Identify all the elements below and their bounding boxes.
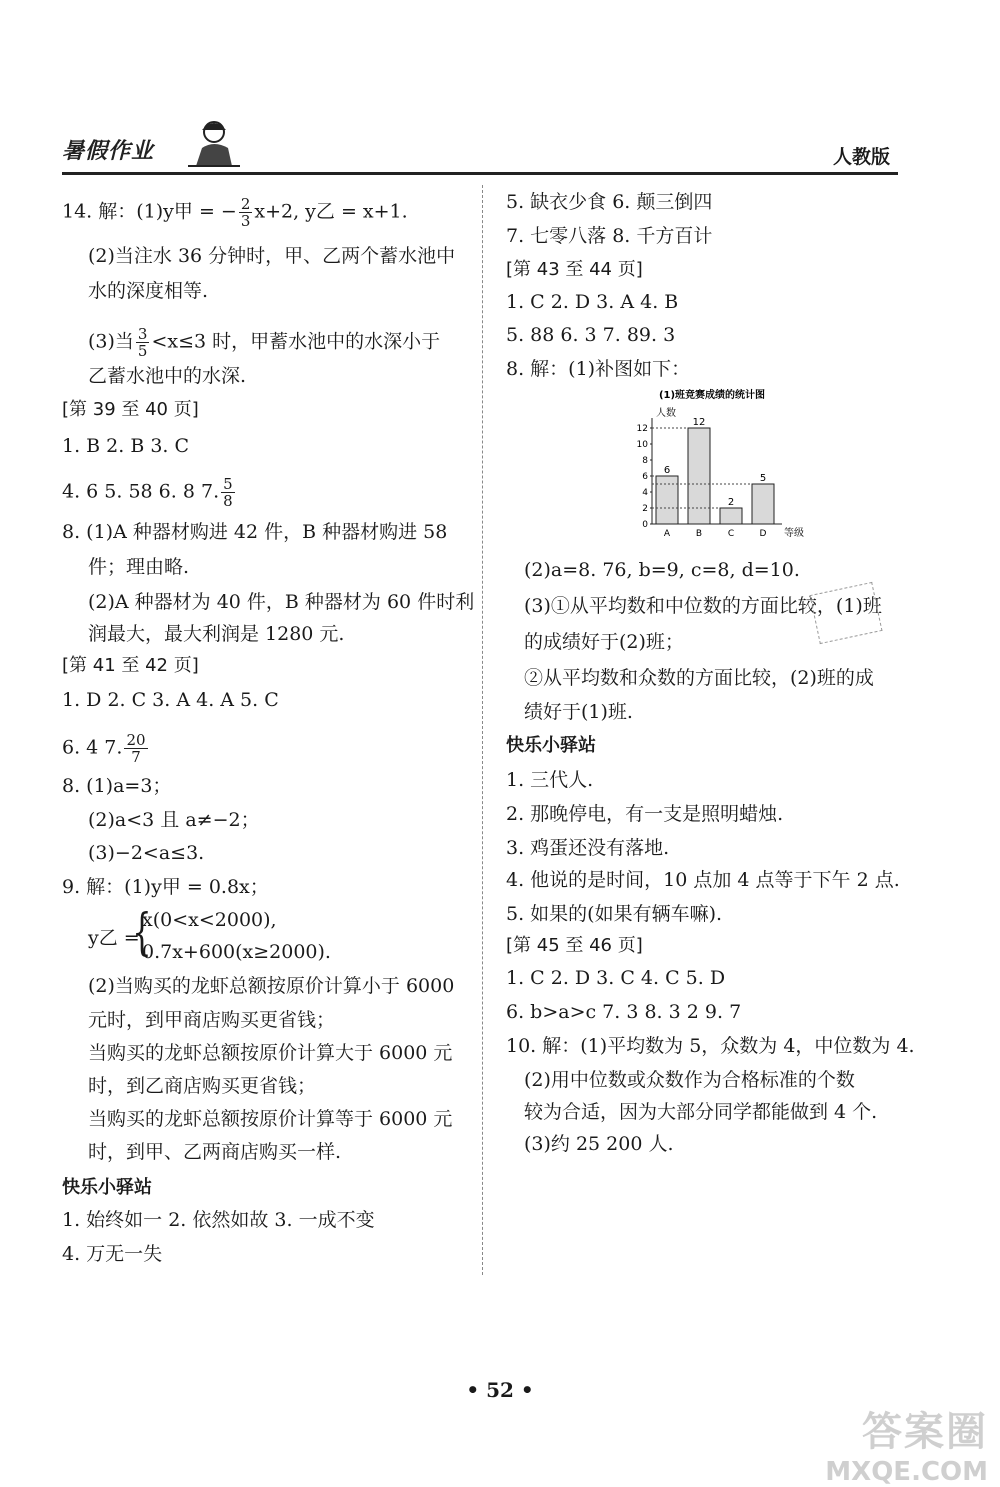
answer-41-8-line3: (3)−2<a≤3. — [88, 842, 205, 864]
fraction: $\frac{3}{5}$ — [137, 325, 148, 360]
y-tick-label: 10 — [636, 440, 648, 450]
section-39-40: [第 39 至 40 页] — [62, 399, 199, 420]
header-logo — [62, 118, 237, 170]
bar-D — [752, 484, 774, 524]
fraction: $\frac{20}{7}$ — [126, 731, 146, 766]
answer-41-9-line8: 时，到甲、乙两商店购买一样. — [88, 1141, 342, 1163]
bar-value-label: 5 — [759, 473, 767, 484]
answers-39-line1: 1. B 2. B 3. C — [62, 435, 190, 457]
happy-station-2-line2: 2. 那晚停电，有一支是照明蜡烛. — [506, 803, 784, 825]
q14-part2-line1: (2)当注水 36 分钟时，甲、乙两个蓄水池中 — [88, 245, 456, 267]
answer-45-10-line3: 较为合适，因为大部分同学都能做到 4 个. — [524, 1101, 878, 1123]
answers-45-line1: 1. C 2. D 3. C 4. C 5. D — [506, 967, 726, 989]
brace-symbol: { — [132, 903, 152, 961]
x-tick-label: C — [727, 529, 735, 539]
answers-41-line1: 1. D 2. C 3. A 4. A 5. C — [62, 689, 279, 711]
piecewise-label: y乙 = — [88, 927, 140, 949]
answer-43-8-line4: 的成绩好于(2)班； — [524, 631, 684, 653]
y-tick-label: 4 — [642, 488, 648, 498]
watermark — [825, 1400, 988, 1487]
answer-39-8-line4: 润最大，最大利润是 1280 元. — [88, 623, 345, 645]
bar-value-label: 6 — [663, 465, 671, 476]
answer-45-10-line4: (3)约 25 200 人. — [524, 1133, 674, 1155]
bar-value-label: 12 — [692, 417, 706, 428]
happy-station-title-2: 快乐小驿站 — [506, 735, 596, 756]
watermark-url: MXQE.COM — [825, 1457, 988, 1487]
piecewise-case1: x(0<x<2000), — [142, 909, 277, 931]
edition-label: 人教版 — [832, 146, 890, 168]
answer-43-8-line3: (3)①从平均数和中位数的方面比较，(1)班 — [524, 595, 882, 617]
answer-45-10-line2: (2)用中位数或众数作为合格标准的个数 — [524, 1069, 855, 1091]
answer-39-8-line3: (2)A 种器材为 40 件，B 种器材为 60 件时利 — [88, 591, 475, 613]
answer-41-9-line5: 当购买的龙虾总额按原价计算大于 6000 元 — [88, 1042, 453, 1064]
right-line1: 5. 缺衣少食 6. 颠三倒四 — [506, 191, 713, 213]
answers-43-line1: 1. C 2. D 3. A 4. B — [506, 291, 679, 313]
q14-part3-line2: 乙蓄水池中的水深. — [88, 365, 247, 387]
answer-43-8-line1: 8. 解：(1)补图如下： — [506, 358, 691, 380]
fraction: $\frac{5}{8}$ — [223, 475, 233, 510]
mascot-icon — [182, 118, 242, 170]
answer-41-9-line3: (2)当购买的龙虾总额按原价计算小于 6000 — [88, 975, 455, 997]
answers-45-line2: 6. b>a>c 7. 3 8. 3 2 9. 7 — [506, 1001, 742, 1023]
y-tick-label: 8 — [642, 456, 648, 466]
section-45-46: [第 45 至 46 页] — [506, 935, 643, 956]
bar-C — [720, 508, 742, 524]
answers-43-line2: 5. 88 6. 3 7. 89. 3 — [506, 324, 676, 346]
column-divider — [482, 185, 483, 1275]
x-tick-label: A — [663, 529, 671, 539]
happy-station-title-1: 快乐小驿站 — [62, 1177, 152, 1198]
piecewise-case2: 0.7x+600(x≥2000). — [142, 941, 331, 963]
happy-station-2-line5: 5. 如果的(如果有辆车嘛). — [506, 903, 723, 925]
happy-station-2-line3: 3. 鸡蛋还没有落地. — [506, 837, 670, 859]
y-tick-label: 0 — [642, 520, 648, 530]
answers-39-line2: 4. 6 5. 58 6. 8 7. $\frac{5}{8}$ — [62, 475, 233, 510]
answers-41-line2: 6. 4 7. $\frac{20}{7}$ — [62, 731, 146, 766]
q14-part2-line2: 水的深度相等. — [88, 280, 209, 302]
bar-value-label: 2 — [727, 497, 735, 508]
bar-B — [688, 428, 710, 524]
section-43-44: [第 43 至 44 页] — [506, 259, 643, 280]
answer-43-8-line2: (2)a=8. 76, b=9, c=8, d=10. — [524, 559, 800, 581]
happy-station-1-line1: 1. 始终如一 2. 依然如故 3. 一成不变 — [62, 1209, 375, 1231]
answer-43-8-line5: ②从平均数和众数的方面比较，(2)班的成 — [524, 667, 874, 689]
y-tick-label: 2 — [642, 504, 648, 514]
answer-39-8-line2: 件；理由略. — [88, 556, 190, 578]
answer-41-9-line4: 元时，到甲商店购买更省钱； — [88, 1009, 336, 1031]
page-number: • 52 • — [466, 1378, 534, 1402]
answer-43-8-line6: 绩好于(1)班. — [524, 701, 633, 723]
section-41-42: [第 41 至 42 页] — [62, 655, 199, 676]
answer-41-9-line1: 9. 解：(1)y甲 = 0.8x； — [62, 876, 269, 898]
y-tick-label: 12 — [636, 424, 648, 434]
answer-41-9-line7: 当购买的龙虾总额按原价计算等于 6000 元 — [88, 1108, 453, 1130]
right-line2: 7. 七零八落 8. 千方百计 — [506, 225, 713, 247]
chart-xlabel: 等级 — [784, 528, 804, 539]
answer-45-10-line1: 10. 解：(1)平均数为 5，众数为 4，中位数为 4. — [506, 1035, 915, 1057]
bar-chart — [612, 386, 812, 546]
y-tick-label: 6 — [642, 472, 648, 482]
happy-station-2-line1: 1. 三代人. — [506, 769, 594, 791]
chart-title: (1)班竞赛成绩的统计图 — [658, 390, 766, 401]
header-rule — [62, 172, 898, 175]
answer-41-9-line6: 时，到乙商店购买更省钱； — [88, 1075, 317, 1097]
stamp-mark — [810, 582, 883, 644]
chart-ylabel: 人数 — [656, 408, 676, 419]
bar-chart-svg — [612, 386, 812, 546]
q14-part3: (3)当 $\frac{3}{5}$ <x≤3 时，甲蓄水池中的水深小于 — [88, 325, 441, 360]
fraction: $\frac{2}{3}$ — [240, 195, 251, 230]
answer-39-8-line1: 8. (1)A 种器材购进 42 件，B 种器材购进 58 — [62, 521, 448, 543]
answer-41-8-line2: (2)a<3 且 a≠−2； — [88, 809, 260, 831]
answer-41-8-line1: 8. (1)a=3； — [62, 775, 172, 797]
happy-station-2-line4: 4. 他说的是时间，10 点加 4 点等于下午 2 点. — [506, 869, 900, 891]
bar-A — [656, 476, 678, 524]
q14-part1: 14. 解：(1)y甲 = − $\frac{2}{3}$ x+2, y乙 = x+1. — [62, 195, 408, 230]
happy-station-1-line2: 4. 万无一失 — [62, 1243, 163, 1265]
logo-text: 暑假作业 — [62, 138, 155, 164]
x-tick-label: B — [695, 529, 703, 539]
watermark-logo-text: 答案圈 — [862, 1409, 988, 1455]
x-tick-label: D — [759, 529, 767, 539]
